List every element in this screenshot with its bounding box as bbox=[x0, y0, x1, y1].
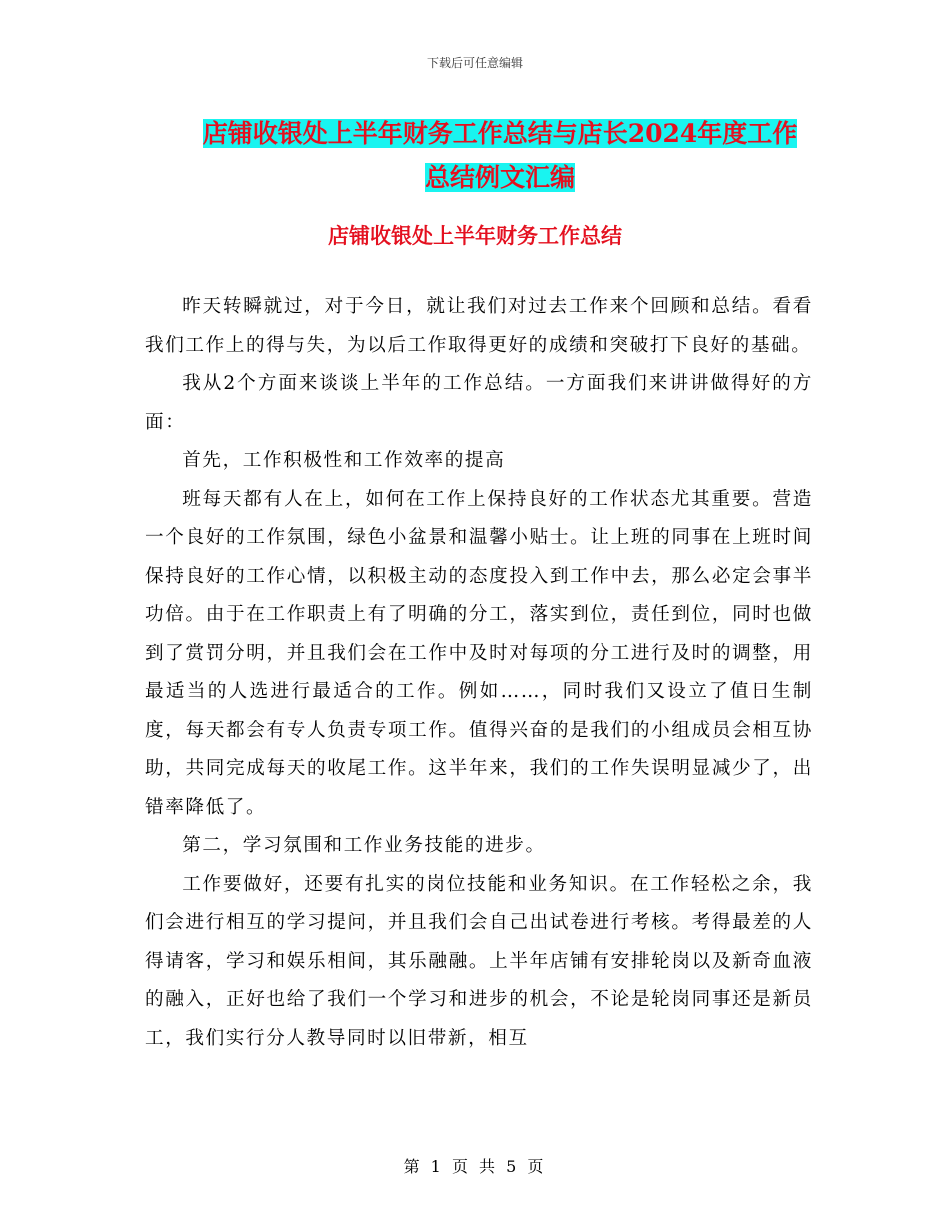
section-title: 店铺收银处上半年财务工作总结 bbox=[328, 223, 622, 248]
document-body bbox=[145, 288, 813, 1058]
paragraph-intro: 昨天转瞬就过，对于今日，就让我们对过去工作来个回顾和总结。看看我们工作上的得与失，为以后工作取得更好的成绩和突破打下良好的基础。 bbox=[145, 296, 813, 356]
header-note: 下载后可任意编辑 bbox=[426, 56, 523, 70]
paragraph-heading-first: 首先，工作积极性和工作效率的提高 bbox=[182, 450, 506, 471]
document-title-line-2: 总结例文汇编 bbox=[424, 163, 575, 192]
paragraph-learning: 工作要做好，还要有扎实的岗位技能和业务知识。在工作轻松之余，我们会进行相互的学习提问，并且我们会自己出试卷进行考核。考得最差的人得请客，学习和娱乐相间，其乐融融。上半年店铺有安排轮岗以及新奇血液的融入，正好也给了我们一个学习和进步的机会，不论是轮岗同事还是新员工，我们实行分人教导同时以旧带新，相互 bbox=[145, 873, 813, 1049]
page-number-footer: 第 1 页 共 5 页 bbox=[403, 1157, 547, 1176]
paragraph-work-efficiency: 班每天都有人在上，如何在工作上保持良好的工作状态尤其重要。营造一个良好的工作氛围，绿色小盆景和温馨小贴士。让上班的同事在上班时间保持良好的工作心情，以积极主动的态度投入到工作中去，那么必定会事半功倍。由于在工作职责上有了明确的分工，落实到位，责任到位，同时也做到了赏罚分明，并且我们会在工作中及时对每项的分工进行及时的调整，用最适当的人选进行最适合的工作。例如……，同时我们又设立了值日生制度，每天都会有专人负责专项工作。值得兴奋的是我们的小组成员会相互协助，共同完成每天的收尾工作。这半年来，我们的工作失误明显减少了，出错率降低了。 bbox=[145, 488, 813, 818]
document-title bbox=[150, 112, 850, 200]
paragraph-heading-second: 第二，学习氛围和工作业务技能的进步。 bbox=[182, 835, 546, 856]
paragraph-two-aspects: 我从2个方面来谈谈上半年的工作总结。一方面我们来讲讲做得好的方面： bbox=[145, 373, 813, 433]
document-title-line-1: 店铺收银处上半年财务工作总结与店长2024年度工作 bbox=[202, 119, 798, 148]
